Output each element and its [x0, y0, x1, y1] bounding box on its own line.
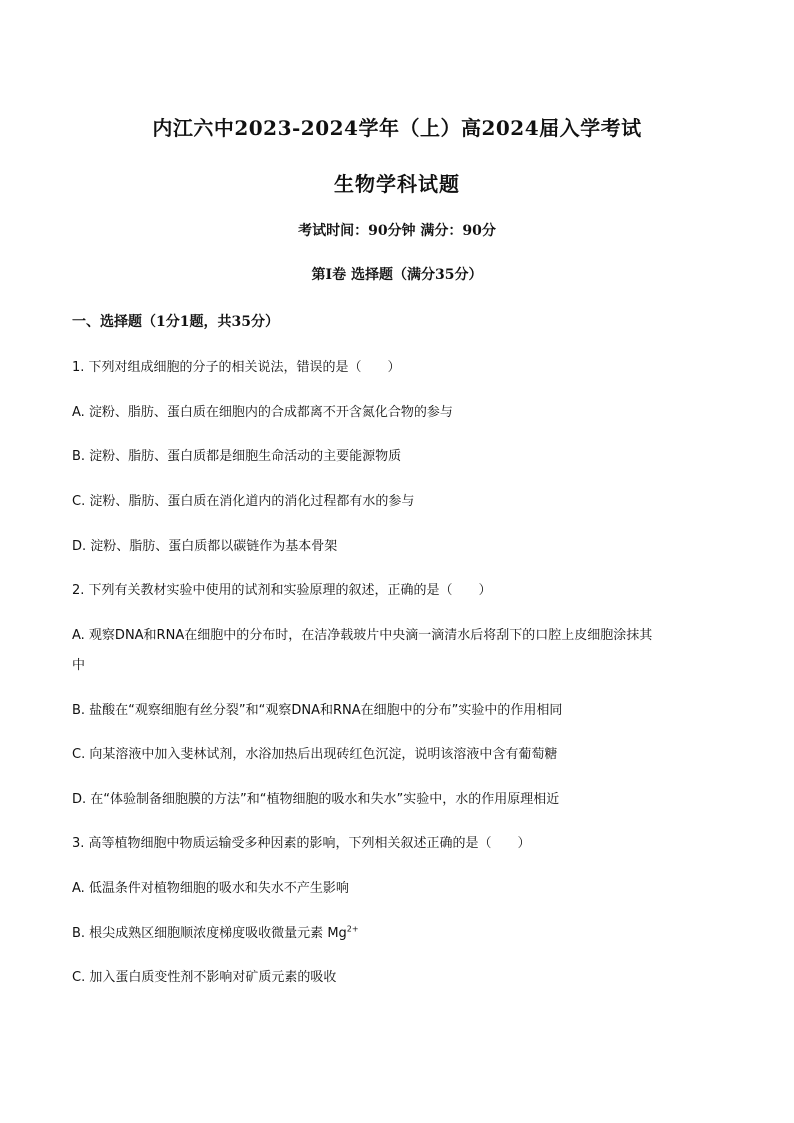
question-1-stem: 1. 下列对组成细胞的分子的相关说法，错误的是（ ）	[72, 360, 401, 375]
exam-title: 内江六中2023-2024学年（上）高2024届入学考试	[152, 116, 642, 140]
question-2-option-a-cont: 中	[72, 658, 86, 673]
subject-title: 生物学科试题	[334, 172, 460, 196]
question-2-option-b: B. 盐酸在“观察细胞有丝分裂”和“观察DNA和RNA在细胞中的分布”实验中的作用相同	[72, 703, 563, 718]
question-3-option-a: A. 低温条件对植物细胞的吸水和失水不产生影响	[72, 881, 349, 896]
question-2-option-d: D. 在“体验制备细胞膜的方法”和“植物细胞的吸水和失水”实验中，水的作用原理相近	[72, 792, 560, 807]
question-3-option-c: C. 加入蛋白质变性剂不影响对矿质元素的吸收	[72, 970, 337, 985]
question-2-option-a: A. 观察DNA和RNA在细胞中的分布时，在洁净载玻片中央滴一滴清水后将刮下的口腔上皮细胞涂抹其	[72, 628, 653, 643]
question-1-option-d: D. 淀粉、脂肪、蛋白质都以碳链作为基本骨架	[72, 539, 338, 554]
question-2-option-c: C. 向某溶液中加入斐林试剂，水浴加热后出现砖红色沉淀，说明该溶液中含有葡萄糖	[72, 747, 558, 762]
question-3-option-b	[72, 922, 732, 941]
question-1-option-a: A. 淀粉、脂肪、蛋白质在细胞内的合成都离不开含氮化合物的参与	[72, 405, 453, 420]
question-3-stem: 3. 高等植物细胞中物质运输受多种因素的影响，下列相关叙述正确的是（ ）	[72, 836, 531, 851]
section-heading: 第Ⅰ卷 选择题（满分35分）	[311, 267, 483, 283]
ion-charge: 2+	[346, 924, 359, 934]
question-2-stem: 2. 下列有关教材实验中使用的试剂和实验原理的叙述，正确的是（ ）	[72, 583, 492, 598]
question-1-option-c: C. 淀粉、脂肪、蛋白质在消化道内的消化过程都有水的参与	[72, 494, 415, 509]
exam-info: 考试时间：90分钟 满分：90分	[298, 223, 496, 239]
question-3-option-b-text: B. 根尖成熟区细胞顺浓度梯度吸收微量元素 Mg	[72, 926, 347, 941]
part-heading: 一、选择题（1分1题，共35分）	[72, 314, 279, 330]
question-1-option-b: B. 淀粉、脂肪、蛋白质都是细胞生命活动的主要能源物质	[72, 449, 402, 464]
